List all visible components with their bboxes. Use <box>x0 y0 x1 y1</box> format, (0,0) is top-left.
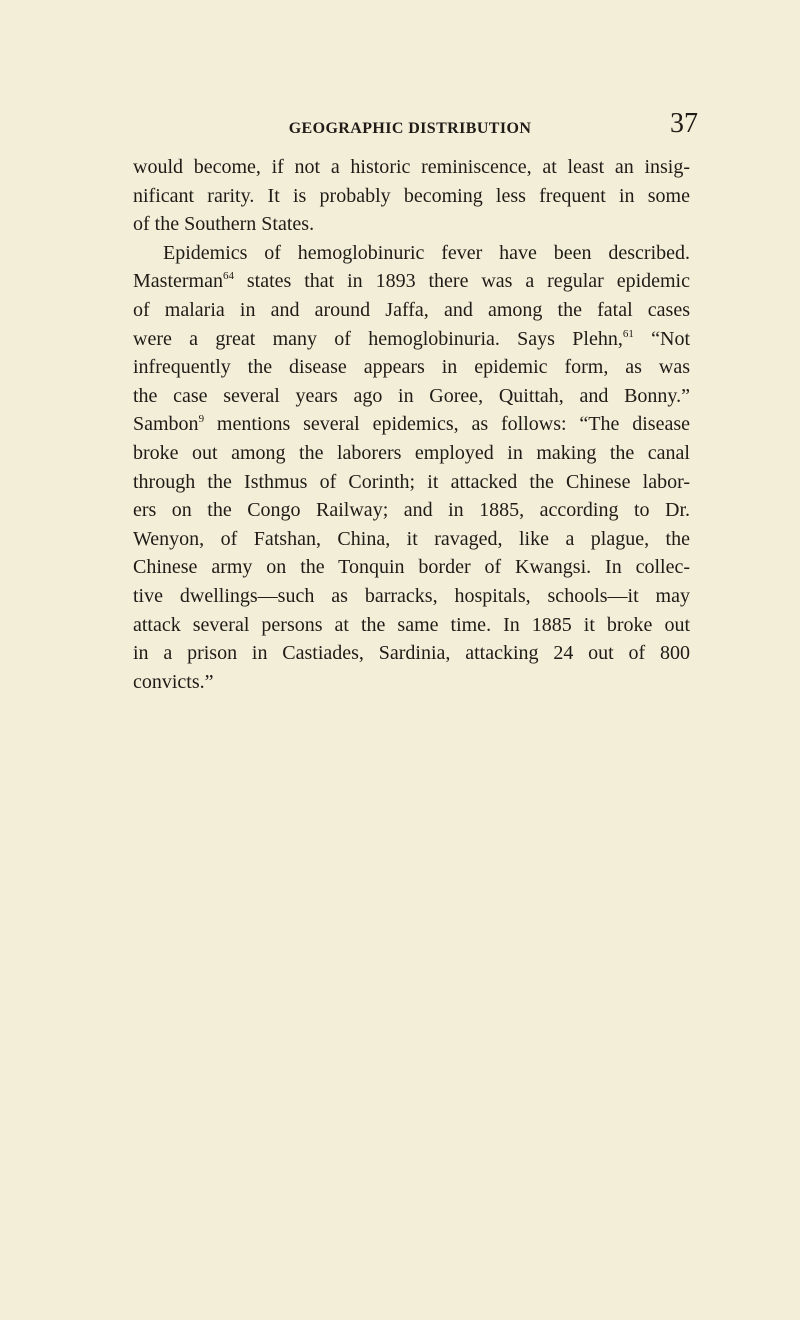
running-head <box>130 108 698 152</box>
text-segment: mentions several epidemics, as follows: “The disease <box>204 413 690 436</box>
text-line: ers on the Congo Railway; and in 1885, according to Dr. <box>133 499 690 522</box>
text-line: Epidemics of hemoglobinuric fever have been described. <box>163 241 690 264</box>
text-line <box>133 410 690 439</box>
text-line: Chinese army on the Tonquin border of Kwangsi. In collec- <box>133 556 690 579</box>
text-line: in a prison in Castiades, Sardinia, attacking 24 out of 800 <box>133 642 690 665</box>
text-line: would become, if not a historic reminiscence, at least an insig- <box>133 156 690 178</box>
footnote-ref: 64 <box>222 270 234 283</box>
page-number: 37 <box>670 108 698 139</box>
text-line: broke out among the laborers employed in making the canal <box>133 441 690 464</box>
text-line: the case several years ago in Goree, Quittah, and Bonny.” <box>133 384 690 407</box>
footnote-ref: 61 <box>622 327 634 340</box>
body-text <box>133 153 690 696</box>
running-title: GEOGRAPHIC DISTRIBUTION <box>288 120 532 137</box>
text-line <box>133 267 690 296</box>
text-line: tive dwellings—such as barracks, hospitals, schools—it may <box>133 584 690 607</box>
text-segment: states that in 1893 there was a regular epidemic <box>233 270 690 293</box>
author-name: Masterman <box>133 270 223 293</box>
text-segment: were a great many of hemoglobinuria. Says Plehn, <box>133 327 623 350</box>
text-line: infrequently the disease appears in epidemic form, as was <box>133 356 690 379</box>
text-segment: “Not <box>633 327 690 350</box>
author-name: Sambon <box>133 413 199 436</box>
text-line: Wenyon, of Fatshan, China, it ravaged, like a plague, the <box>133 527 690 550</box>
text-line: of malaria in and around Jaffa, and among the fatal cases <box>133 298 690 321</box>
text-line: attack several persons at the same time. In 1885 it broke out <box>133 613 690 636</box>
text-line <box>133 325 690 354</box>
footnote-ref: 9 <box>198 413 205 426</box>
text-line: through the Isthmus of Corinth; it attacked the Chinese labor- <box>133 470 690 493</box>
text-line: convicts.” <box>133 670 214 693</box>
text-line: nificant rarity. It is probably becoming less frequent in some <box>133 184 690 207</box>
text-line: of the Southern States. <box>133 213 315 236</box>
